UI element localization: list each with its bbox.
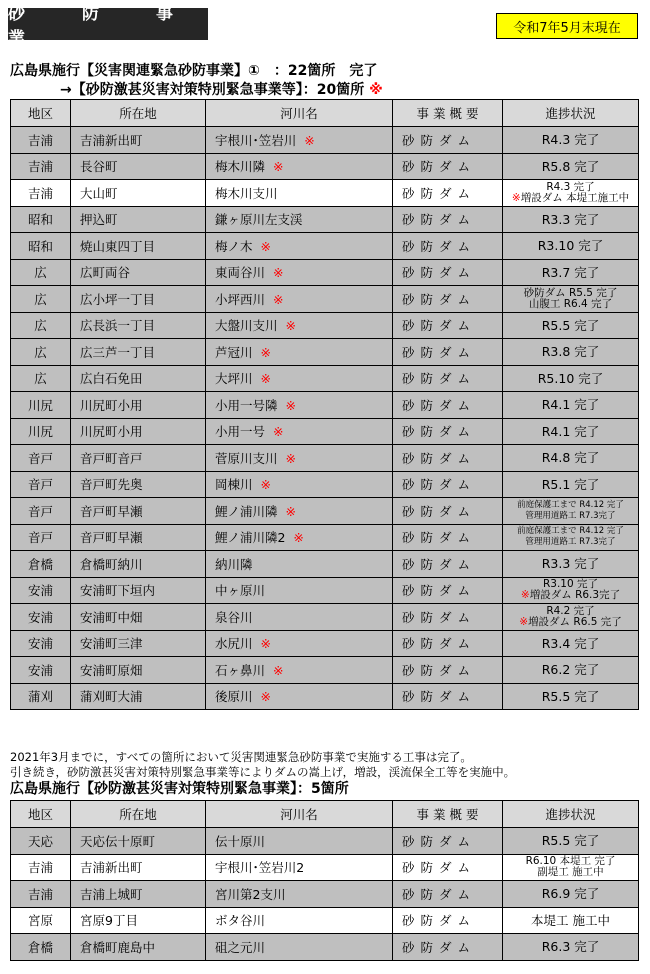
district-cell: 倉橋 [11, 551, 71, 578]
district-cell: 広 [11, 259, 71, 286]
location-cell: 蒲刈町大浦 [71, 683, 206, 710]
table-row [11, 180, 639, 207]
river-cell [206, 471, 393, 498]
status-line: R4.1 完了 [541, 397, 600, 413]
river-cell [206, 180, 393, 207]
note-completed: 2021年3月までに，すべての箇所において災害関連緊急砂防事業で実施する工事は完了。 [10, 750, 472, 764]
status-cell [503, 854, 639, 881]
status-line: 前庭保護工まで R4.12 完了 [517, 499, 624, 510]
river-cell [206, 127, 393, 154]
mark-symbol: ※ [272, 291, 284, 307]
header-outline: 事 業 概 要 [393, 100, 503, 127]
status-line: R3.3 完了 [541, 211, 600, 227]
status-line: R4.3 完了 [541, 132, 600, 148]
district-cell: 吉浦 [11, 854, 71, 881]
project-table-2 [10, 800, 639, 961]
table-row [11, 445, 639, 472]
outline-cell: 砂防ダム [393, 233, 503, 260]
status-cell [503, 551, 639, 578]
location-cell: 広三芦一丁目 [71, 339, 206, 366]
river-name: 納川隣 [215, 556, 253, 572]
river-cell [206, 881, 393, 908]
location-cell: 焼山東四丁目 [71, 233, 206, 260]
status-line: R6.10 本堤工 完了 [525, 855, 616, 868]
status-line: R5.8 完了 [541, 158, 600, 174]
district-cell: 蒲刈 [11, 683, 71, 710]
table-row [11, 286, 639, 313]
location-cell: 吉浦新出町 [71, 127, 206, 154]
river-cell [206, 498, 393, 525]
mark-symbol: ※ [285, 318, 296, 334]
mark-symbol: ※ [304, 132, 315, 148]
status-cell [503, 604, 639, 631]
location-cell: 大山町 [71, 180, 206, 207]
status-line: R3.7 完了 [541, 264, 600, 280]
river-cell [206, 259, 393, 286]
river-cell [206, 286, 393, 313]
river-cell [206, 418, 393, 445]
river-cell [206, 524, 393, 551]
location-cell: 音戸町音戸 [71, 445, 206, 472]
district-cell: 広 [11, 286, 71, 313]
table-row [11, 551, 639, 578]
outline-cell: 砂防ダム [393, 392, 503, 419]
river-name: 大盤川支川 [215, 318, 278, 334]
table-row [11, 854, 639, 881]
district-cell: 広 [11, 339, 71, 366]
location-cell: 音戸町早瀬 [71, 498, 206, 525]
location-cell: 長谷町 [71, 153, 206, 180]
outline-cell: 砂防ダム [393, 828, 503, 855]
mark-symbol: ※ [369, 82, 383, 98]
table1-body [11, 127, 639, 710]
river-name: 芦冠川 [215, 344, 253, 360]
status-cell [503, 445, 639, 472]
district-cell: 吉浦 [11, 881, 71, 908]
district-cell: 天応 [11, 828, 71, 855]
river-cell [206, 339, 393, 366]
status-line: R4.3 完了 [546, 180, 595, 193]
table-row [11, 657, 639, 684]
river-name: 小用一号隣 [215, 397, 278, 413]
river-cell [206, 907, 393, 934]
table-header-row [11, 801, 639, 828]
status-cell [503, 881, 639, 908]
location-cell: 川尻町小用 [71, 418, 206, 445]
status-cell [503, 127, 639, 154]
status-line: 山腹工 R6.4 完了 [528, 297, 613, 310]
status-cell [503, 907, 639, 934]
location-cell: 音戸町早瀬 [71, 524, 206, 551]
outline-cell: 砂防ダム [393, 365, 503, 392]
section1-subheading [60, 79, 383, 99]
table-row [11, 881, 639, 908]
status-line: R3.3 完了 [541, 556, 600, 572]
outline-cell: 砂防ダム [393, 259, 503, 286]
table-row [11, 392, 639, 419]
river-name: 鎌ヶ原川左支渓 [215, 212, 303, 228]
district-cell: 安浦 [11, 604, 71, 631]
outline-cell: 砂防ダム [393, 604, 503, 631]
district-cell: 昭和 [11, 206, 71, 233]
mark-symbol: ※ [285, 450, 296, 466]
table-row [11, 312, 639, 339]
river-cell [206, 630, 393, 657]
table-row [11, 471, 639, 498]
mark-symbol: ※ [272, 662, 284, 678]
river-cell [206, 365, 393, 392]
mark-symbol: ※ [272, 265, 284, 281]
status-cell [503, 365, 639, 392]
location-cell: 安浦町下垣内 [71, 577, 206, 604]
river-cell [206, 934, 393, 961]
table-row [11, 524, 639, 551]
district-cell: 安浦 [11, 657, 71, 684]
section1-heading: 広島県施行【災害関連緊急砂防事業】① ：22箇所 完了 [10, 63, 378, 79]
location-cell: 川尻町小用 [71, 392, 206, 419]
outline-cell: 砂防ダム [393, 498, 503, 525]
status-line: ※増設ダム R6.3完了 [520, 589, 621, 602]
river-cell [206, 233, 393, 260]
district-cell: 川尻 [11, 392, 71, 419]
outline-cell: 砂防ダム [393, 471, 503, 498]
status-cell [503, 657, 639, 684]
mark-symbol: ※ [293, 530, 304, 546]
river-name: 石ヶ鼻川 [215, 662, 266, 678]
river-cell [206, 206, 393, 233]
outline-cell: 砂防ダム [393, 180, 503, 207]
header-status: 進捗状況 [503, 801, 639, 828]
status-line: R5.10 完了 [537, 370, 604, 386]
mark-symbol: ※ [272, 159, 284, 175]
outline-cell: 砂防ダム [393, 445, 503, 472]
status-cell [503, 312, 639, 339]
status-line: ※増設ダム R6.5 完了 [519, 615, 622, 628]
mark-symbol: ※ [260, 477, 271, 493]
river-name: 梅ノ木 [215, 238, 253, 254]
river-name: 泉谷川 [215, 609, 253, 625]
status-cell [503, 418, 639, 445]
river-name: 宇根川･笠岩川2 [215, 860, 305, 876]
header-district: 地区 [11, 801, 71, 828]
river-cell [206, 153, 393, 180]
location-cell: 安浦町中畑 [71, 604, 206, 631]
outline-cell: 砂防ダム [393, 934, 503, 961]
status-line: R5.5 完了 [541, 833, 600, 849]
outline-cell: 砂防ダム [393, 206, 503, 233]
status-cell [503, 630, 639, 657]
outline-cell: 砂防ダム [393, 881, 503, 908]
location-cell: 吉浦上城町 [71, 881, 206, 908]
river-cell [206, 604, 393, 631]
status-cell [503, 683, 639, 710]
table-row [11, 828, 639, 855]
status-cell [503, 934, 639, 961]
location-cell: 倉橋町鹿島中 [71, 934, 206, 961]
table-row [11, 683, 639, 710]
location-cell: 宮原9丁目 [71, 907, 206, 934]
district-cell: 音戸 [11, 524, 71, 551]
table-row [11, 907, 639, 934]
district-cell: 吉浦 [11, 180, 71, 207]
date-badge: 令和7年5月末現在 [496, 13, 638, 39]
location-cell: 押込町 [71, 206, 206, 233]
status-cell [503, 206, 639, 233]
location-cell: 広小坪一丁目 [71, 286, 206, 313]
outline-cell: 砂防ダム [393, 657, 503, 684]
status-line: 前庭保護工まで R4.12 完了 [517, 526, 624, 537]
district-cell: 広 [11, 312, 71, 339]
note-ongoing: 引き続き，砂防激甚災害対策特別緊急事業等によりダムの嵩上げ，増設，渓流保全工等を実施中。 [10, 765, 516, 779]
river-name: ボタ谷川 [215, 913, 266, 929]
status-cell [503, 286, 639, 313]
status-cell [503, 233, 639, 260]
outline-cell: 砂防ダム [393, 312, 503, 339]
status-line: R3.8 完了 [541, 344, 600, 360]
status-cell [503, 498, 639, 525]
table-header-row [11, 100, 639, 127]
status-line: 本堤工 施工中 [531, 912, 610, 928]
status-line: R3.10 完了 [542, 578, 598, 591]
river-cell [206, 577, 393, 604]
status-line: R5.5 完了 [541, 688, 600, 704]
table-row [11, 339, 639, 366]
district-cell: 吉浦 [11, 127, 71, 154]
status-cell [503, 153, 639, 180]
district-cell: 安浦 [11, 577, 71, 604]
outline-cell: 砂防ダム [393, 524, 503, 551]
district-cell: 宮原 [11, 907, 71, 934]
river-name: 菅原川支川 [215, 450, 278, 466]
project-table-1 [10, 99, 639, 710]
district-cell: 音戸 [11, 445, 71, 472]
location-cell: 安浦町原畑 [71, 657, 206, 684]
district-cell: 音戸 [11, 498, 71, 525]
table-row [11, 206, 639, 233]
district-cell: 音戸 [11, 471, 71, 498]
district-cell: 吉浦 [11, 153, 71, 180]
mark-symbol: ※ [260, 371, 271, 387]
table-row [11, 365, 639, 392]
table-row [11, 153, 639, 180]
status-line: R4.2 完了 [546, 604, 595, 617]
status-line: R6.2 完了 [541, 662, 600, 678]
status-line: 砂防ダム R5.5 完了 [523, 286, 618, 299]
river-cell [206, 683, 393, 710]
table-row [11, 577, 639, 604]
location-cell: 音戸町先奥 [71, 471, 206, 498]
location-cell: 倉橋町納川 [71, 551, 206, 578]
outline-cell: 砂防ダム [393, 551, 503, 578]
river-name: 宇根川･笠岩川 [215, 132, 297, 148]
section1-subheading-text: →【砂防激甚災害対策特別緊急事業等】：20箇所 [60, 82, 365, 98]
location-cell: 安浦町三津 [71, 630, 206, 657]
table-row [11, 498, 639, 525]
header-outline: 事 業 概 要 [393, 801, 503, 828]
outline-cell: 砂防ダム [393, 907, 503, 934]
outline-cell: 砂防ダム [393, 339, 503, 366]
status-line: 管理用道路工 R7.3完了 [525, 537, 616, 548]
district-cell: 広 [11, 365, 71, 392]
mark-symbol: ※ [260, 689, 271, 705]
river-name: 大坪川 [215, 371, 253, 387]
mark-symbol: ※ [272, 424, 284, 440]
district-cell: 川尻 [11, 418, 71, 445]
river-cell [206, 854, 393, 881]
status-line: R3.4 完了 [541, 635, 600, 651]
mark-symbol: ※ [285, 503, 296, 519]
location-cell: 広町両谷 [71, 259, 206, 286]
river-name: 鯉ノ浦川隣 [215, 503, 278, 519]
status-cell [503, 259, 639, 286]
table-row [11, 259, 639, 286]
header-district: 地区 [11, 100, 71, 127]
location-cell: 天応伝十原町 [71, 828, 206, 855]
status-line: R3.10 完了 [537, 238, 604, 254]
outline-cell: 砂防ダム [393, 854, 503, 881]
page-title: 砂 防 事 業 [8, 4, 230, 49]
table2-body [11, 828, 639, 961]
outline-cell: 砂防ダム [393, 683, 503, 710]
river-name: 東両谷川 [215, 265, 266, 281]
river-name: 後原川 [215, 689, 253, 705]
river-name: 伝十原川 [215, 833, 266, 849]
location-cell: 吉浦新出町 [71, 854, 206, 881]
status-cell [503, 828, 639, 855]
river-name: 小坪西川 [215, 291, 266, 307]
header-status: 進捗状況 [503, 100, 639, 127]
mark-symbol: ※ [285, 397, 296, 413]
river-name: 岡棟川 [215, 477, 253, 493]
river-name: 小用一号 [215, 424, 266, 440]
location-cell: 広白石免田 [71, 365, 206, 392]
section2-heading: 広島県施行【砂防激甚災害対策特別緊急事業】：5箇所 [10, 781, 349, 797]
river-cell [206, 828, 393, 855]
river-name: 砠之元川 [215, 939, 266, 955]
header-location: 所在地 [71, 100, 206, 127]
status-line: 管理用道路工 R7.3完了 [525, 510, 616, 521]
river-name: 鯉ノ浦川隣2 [215, 530, 286, 546]
river-name: 梅木川支川 [215, 185, 278, 201]
outline-cell: 砂防ダム [393, 577, 503, 604]
header-river: 河川名 [206, 100, 393, 127]
table-row [11, 418, 639, 445]
outline-cell: 砂防ダム [393, 418, 503, 445]
district-cell: 倉橋 [11, 934, 71, 961]
status-cell [503, 471, 639, 498]
status-line: R6.3 完了 [541, 939, 600, 955]
status-cell [503, 392, 639, 419]
table-row [11, 630, 639, 657]
status-cell [503, 577, 639, 604]
status-line: R4.8 完了 [541, 450, 600, 466]
location-cell: 広長浜一丁目 [71, 312, 206, 339]
status-cell [503, 524, 639, 551]
district-cell: 安浦 [11, 630, 71, 657]
status-line: R4.1 完了 [541, 423, 600, 439]
status-line: R5.5 完了 [541, 317, 600, 333]
river-cell [206, 551, 393, 578]
outline-cell: 砂防ダム [393, 286, 503, 313]
river-name: 宮川第2支川 [215, 886, 286, 902]
mark-symbol: ※ [260, 344, 271, 360]
table-row [11, 604, 639, 631]
status-line: R6.9 完了 [541, 886, 600, 902]
mark-symbol: ※ [260, 238, 271, 254]
header-location: 所在地 [71, 801, 206, 828]
outline-cell: 砂防ダム [393, 127, 503, 154]
table-row [11, 934, 639, 961]
river-cell [206, 312, 393, 339]
outline-cell: 砂防ダム [393, 153, 503, 180]
status-cell [503, 180, 639, 207]
district-cell: 昭和 [11, 233, 71, 260]
river-cell [206, 392, 393, 419]
outline-cell: 砂防ダム [393, 630, 503, 657]
status-cell [503, 339, 639, 366]
status-line: ※増設ダム 本堤工施工中 [511, 191, 630, 204]
status-line: R5.1 完了 [541, 476, 600, 492]
mark-symbol: ※ [260, 636, 271, 652]
status-line: 副堤工 施工中 [537, 866, 604, 879]
river-cell [206, 657, 393, 684]
header-river: 河川名 [206, 801, 393, 828]
river-name: 水尻川 [215, 636, 253, 652]
table-row [11, 233, 639, 260]
river-name: 中ヶ原川 [215, 583, 266, 599]
table-row [11, 127, 639, 154]
river-cell [206, 445, 393, 472]
river-name: 梅木川隣 [215, 159, 266, 175]
